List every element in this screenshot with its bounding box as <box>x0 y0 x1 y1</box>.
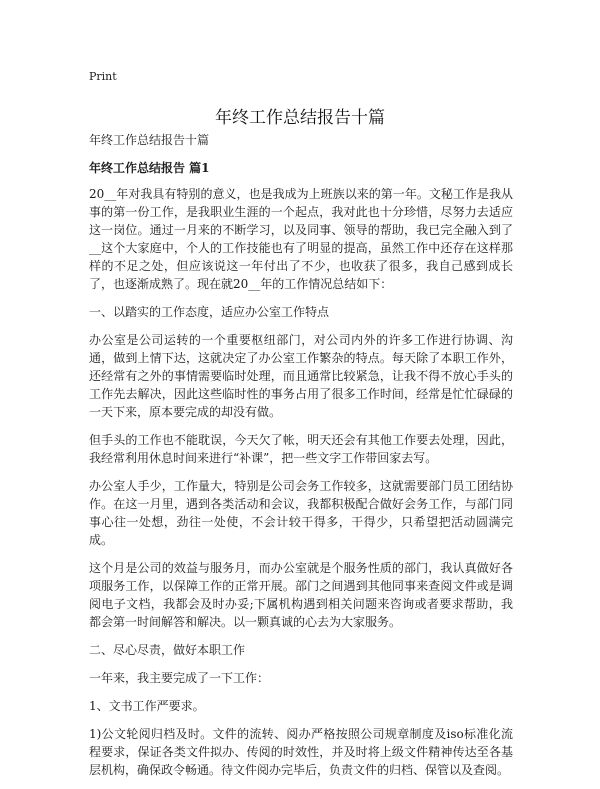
section-heading: 年终工作总结报告 篇1 <box>89 161 210 175</box>
paragraph: 1)公文轮阅归档及时。文件的流转、阅办严格按照公司规章制度及iso标准化流程要求，保证各类文件拟办、传阅的时效性，并及时将上级文件精神传达至各基层机构，确保政令畅通。待文件阅办完毕后，负责文件的归档、保管以及查阅。 <box>89 727 513 777</box>
paragraph: 办公室是公司运转的一个重要枢纽部门，对公司内外的许多工作进行协调、沟通，做到上情下达，这就决定了办公室工作繁杂的特点。每天除了本职工作外，还经常有之外的事情需要临时处理，而且通常比较紧急，让我不得不放心手头的工作先去解决，因此这些临时性的事务占用了很多工作时间，经常是忙忙碌碌的一天下来，原本要完成的却没有做。 <box>89 333 513 419</box>
document-body <box>89 131 513 789</box>
print-link[interactable]: Print <box>89 70 117 83</box>
paragraph-intro: 20__年对我具有特别的意义，也是我成为上班族以来的第一年。文秘工作是我从事的第一份工作，是我职业生涯的一个起点，我对此也十分珍惜，尽努力去适应这一岗位。通过一月来的不断学习，以及同事、领导的帮助，我已完全融入到了__这个大家庭中，个人的工作技能也有了明显的提高，虽然工作中还存在这样那样的不足之处，但应该说这一年付出了不少，也收获了很多，我自己感到成长了，也逐渐成熟了。现在就20__年的工作情况总结如下： <box>89 187 513 291</box>
subheading-1: 一、以踏实的工作态度，适应办公室工作特点 <box>89 305 330 319</box>
document-subtitle: 年终工作总结报告十篇 <box>89 133 210 147</box>
paragraph: 办公室人手少，工作量大，特别是公司会务工作较多，这就需要部门员工团结协作。在这一月里，遇到各类活动和会议，我都积极配合做好会务工作，与部门同事心往一处想，劲往一处使，不会计较干得多，干得少，只希望把活动圆满完成。 <box>89 479 513 547</box>
paragraph: 这个月是公司的效益与服务月，而办公室就是个服务性质的部门，我认真做好各项服务工作，以保障工作的正常开展。部门之间遇到其他同事来查阅文件或是调阅电子文档，我都会及时办妥;下属机构遇到相关问题来咨询或者要求帮助，我都会第一时间解答和解决。以一颗真诚的心去为大家服务。 <box>89 561 513 629</box>
list-heading: 1、文书工作严要求。 <box>89 699 205 713</box>
subheading-2: 二、尽心尽责，做好本职工作 <box>89 643 246 657</box>
document-title: 年终工作总结报告十篇 <box>215 108 385 128</box>
paragraph: 但手头的工作也不能耽误，今天欠了帐，明天还会有其他工作要去处理，因此，我经常利用休息时间来进行“补课”，把一些文字工作带回家去写。 <box>89 433 513 465</box>
paragraph: 一年来，我主要完成了一下工作： <box>89 671 270 685</box>
